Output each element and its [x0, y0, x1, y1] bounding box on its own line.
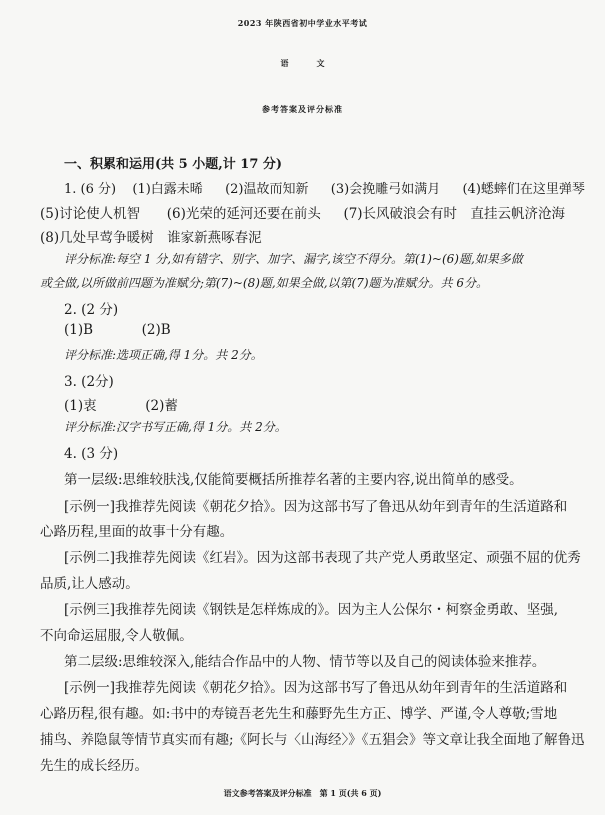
- q4-example-2-line-2: 品质,让人感动。: [40, 576, 139, 592]
- q4-example-1-line-2: 心路历程,里面的故事十分有趣。: [40, 524, 234, 540]
- q1-row-2: [40, 202, 565, 222]
- q1-label: 1. (6 分): [64, 182, 117, 197]
- q1-row-3: [40, 226, 262, 246]
- q3-answer-2: (2)蓄: [145, 398, 178, 414]
- q4-example-1-line-1: [示例一]我推荐先阅读《朝花夕拾》。因为这部书写了鲁迅从幼年到青年的生活道路和: [64, 499, 568, 515]
- q3-answers: [64, 394, 178, 414]
- subject-title: 语文: [280, 58, 353, 68]
- q3-scoring: 评分标准:汉字书写正确,得 1分。共 2分。: [64, 420, 287, 434]
- q2-answers: [64, 322, 171, 338]
- q1-answer-5: (5)讨论使人机智: [40, 206, 141, 222]
- q1-scoring-2: 或全做,以所做前四题为准赋分;第(7)~(8)题,如果全做,以第(7)题为准赋分。共 6分。: [40, 276, 488, 290]
- q1-answer-6: (6)光荣的延河还要在前头: [166, 206, 321, 222]
- q1-answer-2: (2)温故而知新: [225, 182, 309, 197]
- q2-answer-2: (2)B: [141, 322, 171, 338]
- page-footer: 语文参考答案及评分标准 第 1 页(共 6 页): [223, 788, 382, 798]
- q1-answer-8: (8)几处早莺争暖树 谁家新燕啄春泥: [40, 230, 262, 246]
- q1-scoring-1: 评分标准:每空 1 分,如有错字、别字、加字、漏字,该空不得分。第(1)~(6)题,如果多做: [64, 252, 523, 266]
- q1-answer-3: (3)会挽雕弓如满月: [330, 182, 441, 197]
- q4-label: 4. (3 分): [64, 446, 119, 462]
- q3-label: 3. (2分): [64, 374, 114, 390]
- q4-example-4-line-2: 心路历程,很有趣。如:书中的寿镜吾老先生和藤野先生方正、博学、严谨,令人尊敬;雪地: [40, 706, 558, 722]
- page-subtitle: 参考答案及评分标准: [262, 104, 343, 114]
- q2-answer-1: (1)B: [64, 322, 94, 338]
- section-heading: 一、积累和运用(共 5 小题,计 17 分): [64, 157, 283, 172]
- q1-answer-4: (4)蟋蟀们在这里弹琴: [462, 182, 585, 197]
- exam-title: 2023 年陕西省初中学业水平考试: [237, 18, 368, 28]
- q2-scoring: 评分标准:选项正确,得 1分。共 2分。: [64, 348, 263, 362]
- q4-example-4-line-1: [示例一]我推荐先阅读《朝花夕拾》。因为这部书写了鲁迅从幼年到青年的生活道路和: [64, 680, 568, 696]
- q3-answer-1: (1)衷: [64, 398, 97, 414]
- q1-answer-7: (7)长风破浪会有时 直挂云帆济沧海: [343, 206, 566, 222]
- q1-answer-1: (1)白露未晞: [132, 182, 203, 197]
- q4-level-1: 第一层级:思维较肤浅,仅能简要概括所推荐名著的主要内容,说出简单的感受。: [64, 472, 523, 488]
- q4-example-4-line-4: 先生的成长经历。: [40, 758, 148, 774]
- q4-level-2: 第二层级:思维较深入,能结合作品中的人物、情节等以及自己的阅读体验来推荐。: [64, 654, 546, 670]
- q1-row-1: [64, 178, 585, 197]
- q4-example-4-line-3: 捕鸟、养隐鼠等情节真实而有趣;《阿长与〈山海经〉》《五猖会》等文章让我全面地了解鲁迅: [40, 732, 585, 748]
- q4-example-3-line-2: 不向命运屈服,令人敬佩。: [40, 628, 193, 644]
- q2-label: 2. (2 分): [64, 302, 119, 318]
- q4-example-2-line-1: [示例二]我推荐先阅读《红岩》。因为这部书表现了共产党人勇敢坚定、顽强不屈的优秀: [64, 550, 581, 566]
- q4-example-3-line-1: [示例三]我推荐先阅读《钢铁是怎样炼成的》。因为主人公保尔・柯察金勇敢、坚强,: [64, 602, 559, 618]
